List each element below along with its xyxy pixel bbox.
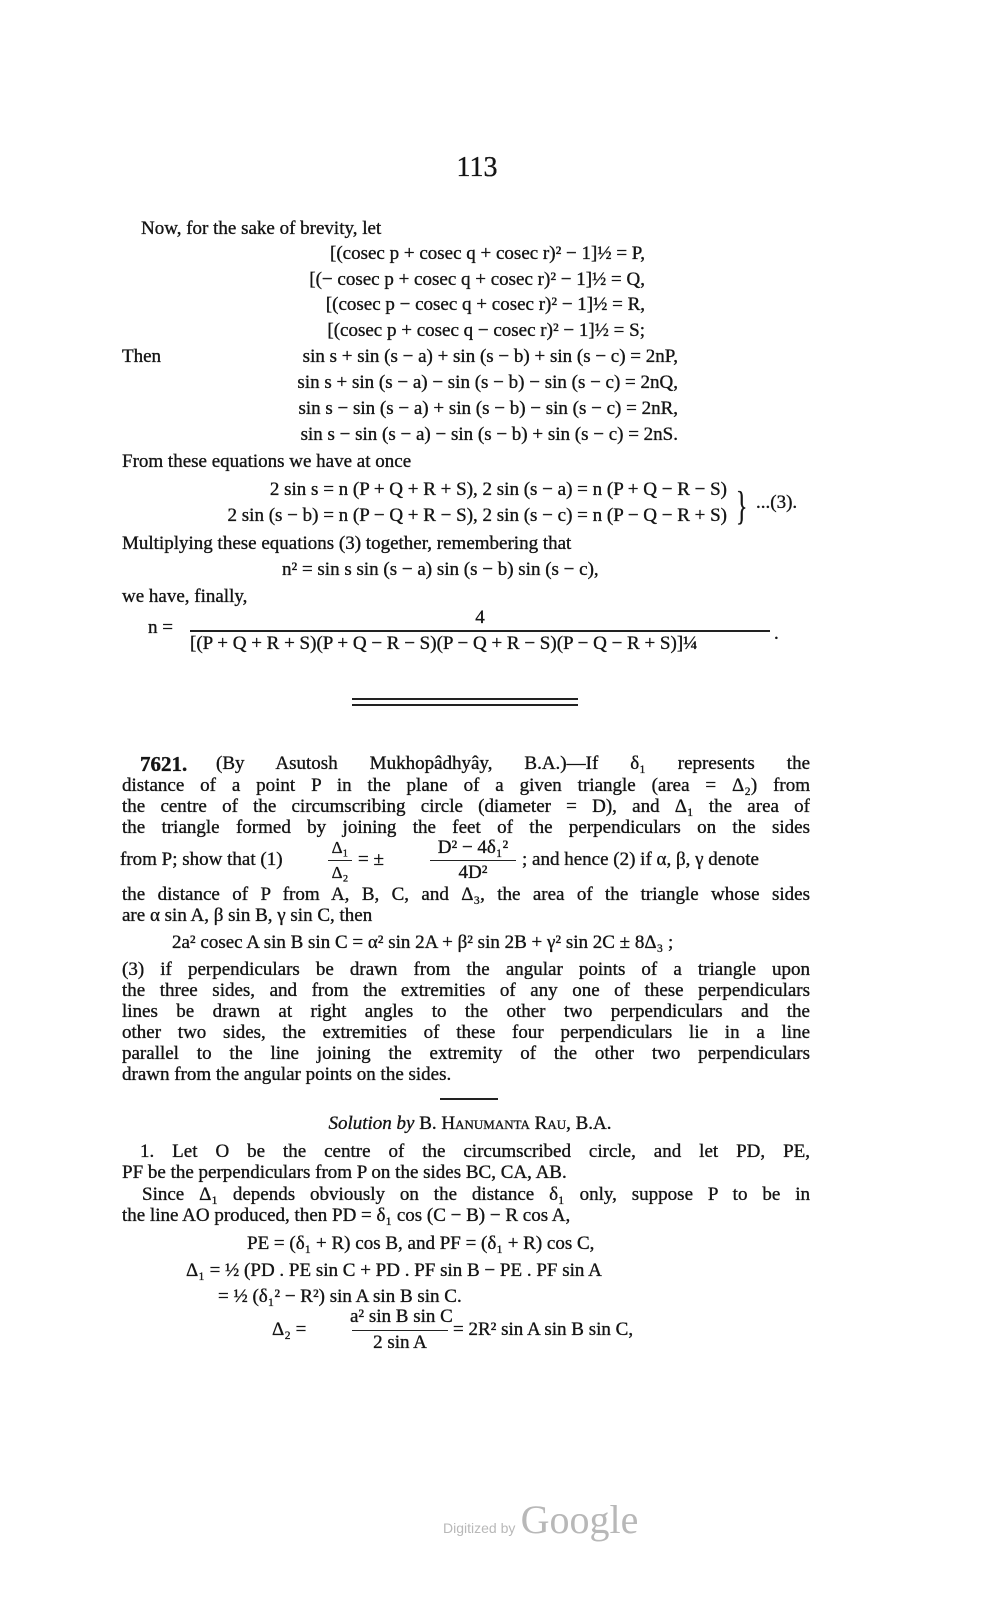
short-divider [440,1098,498,1100]
google-watermark [443,1496,638,1543]
watermark-prefix: Digitized by [443,1520,516,1536]
definition-s: [(cosec p + cosec q − cosec r)² − 1]½ = S; [327,320,645,341]
problem-line: the distance of P from A, B, C, and Δ₃, the area of the triangle whose sides [122,884,810,905]
problem-line: are α sin A, β sin B, γ sin C, then [122,905,373,926]
then-equation: sin s − sin (s − a) − sin (s − b) + sin (s − c) = 2nS. [300,424,678,445]
fraction-1-denominator: Δ₂ [331,863,349,882]
brace: } [735,483,748,528]
delta2-numerator: a² sin B sin C [350,1306,453,1327]
part-3-line: parallel to the line joining the extremity of the other two perpendiculars [122,1043,810,1064]
show-that-continuation: ; and hence (2) if α, β, γ denote [522,849,759,870]
definition-r: [(cosec p − cosec q + cosec r)² − 1]½ = R, [325,294,645,315]
show-that-text: from P; show that (1) [120,849,283,870]
pe-pf-equation: PE = (δ₁ + R) cos B, and PF = (δ₁ + R) cos C, [247,1233,595,1254]
page-number: 113 [456,152,498,183]
delta2-rhs: = 2R² sin A sin B sin C, [453,1319,634,1340]
fraction-1-numerator: Δ₁ [331,838,349,857]
problem-byline: (By Asutosh Mukhopâdhyây, B.A.)—If δ₁ represents the [216,753,810,774]
multiplying-text: Multiplying these equations (3) together, remembering that [122,533,572,554]
plus-minus: = ± [358,849,384,870]
fraction-bar [430,860,516,861]
problem-line: distance of a point P in the plane of a given triangle (area = Δ₂) from [122,775,810,796]
definition-q: [(− cosec p + cosec q + cosec r)² − 1]½ = Q, [309,269,645,290]
final-period: . [774,623,779,644]
part-3-line: (3) if perpendiculars be drawn from the angular points of a triangle upon [122,959,810,980]
solution-author: B. Hanumanta Rau, B.A. [419,1113,612,1134]
fraction-bar [352,1330,448,1331]
solution-line: the line AO produced, then PD = δ₁ cos (C − B) − R cos A, [122,1205,571,1226]
fraction-bar [190,630,770,632]
final-lhs: n = [148,617,173,638]
definition-p: [(cosec p + cosec q + cosec r)² − 1]½ = P, [330,243,645,264]
part-3-line: drawn from the angular points on the sides. [122,1064,452,1085]
from-these-text: From these equations we have at once [122,451,412,472]
part-3-line: lines be drawn at right angles to the other two perpendiculars and the [122,1001,810,1022]
delta2-denominator: 2 sin A [373,1332,427,1353]
fraction-2-denominator: 4D² [458,862,488,883]
delta2-lhs: Δ₂ = [272,1319,307,1340]
intro-text: Now, for the sake of brevity, let [141,218,382,239]
problem-line: the triangle formed by joining the feet of the perpendiculars on the sides [122,817,810,838]
fraction-bar [328,860,352,861]
equation-3-label: ...(3). [756,492,798,513]
then-equation: sin s + sin (s − a) + sin (s − b) + sin (s − c) = 2nP, [302,346,678,367]
section-divider [352,698,578,700]
solution-heading [200,1113,740,1135]
part-3-line: other two sides, the extremities of these four perpendiculars lie in a line [122,1022,810,1043]
finally-text: we have, finally, [122,586,248,607]
final-numerator: 4 [475,607,485,628]
solution-line: 1. Let O be the centre of the circumscribed circle, and let PD, PE, [140,1141,810,1162]
solution-line: Since Δ₁ depends obviously on the distance δ₁ only, suppose P to be in [142,1184,810,1205]
n-squared-equation: n² = sin s sin (s − a) sin (s − b) sin (s − c), [282,559,599,580]
problem-number: 7621. [140,752,188,776]
problem-line: the centre of the circumscribing circle (diameter = D), and Δ₁ the area of [122,796,810,817]
part-3-line: the three sides, and from the extremities of any one of these perpendiculars [122,980,810,1001]
fraction-2-numerator: D² − 4δ₁² [437,837,509,858]
solution-by-label: Solution by [328,1113,415,1134]
delta1-result: = ½ (δ₁² − R²) sin A sin B sin C. [218,1286,462,1307]
google-logo: Google [520,1497,639,1542]
problem-equation: 2a² cosec A sin B sin C = α² sin 2A + β² sin 2B + γ² sin 2C ± 8Δ₃ ; [172,932,674,953]
then-equation: sin s + sin (s − a) − sin (s − b) − sin (s − c) = 2nQ, [297,372,678,393]
delta1-equation: Δ₁ = ½ (PD . PE sin C + PD . PF sin B − PE . PF sin A [186,1260,602,1281]
then-equation: sin s − sin (s − a) + sin (s − b) − sin (s − c) = 2nR, [298,398,678,419]
equation-3-line-2: 2 sin (s − b) = n (P − Q + R − S), 2 sin (s − c) = n (P − Q − R + S) [227,505,727,526]
solution-line: PF be the perpendiculars from P on the sides BC, CA, AB. [122,1162,567,1183]
final-denominator: [(P + Q + R + S)(P + Q − R − S)(P − Q + R − S)(P − Q − R + S)]¼ [190,633,698,654]
equation-3-line-1: 2 sin s = n (P + Q + R + S), 2 sin (s − a) = n (P + Q − R − S) [269,479,727,500]
section-divider [352,704,578,706]
then-label: Then [122,346,162,367]
